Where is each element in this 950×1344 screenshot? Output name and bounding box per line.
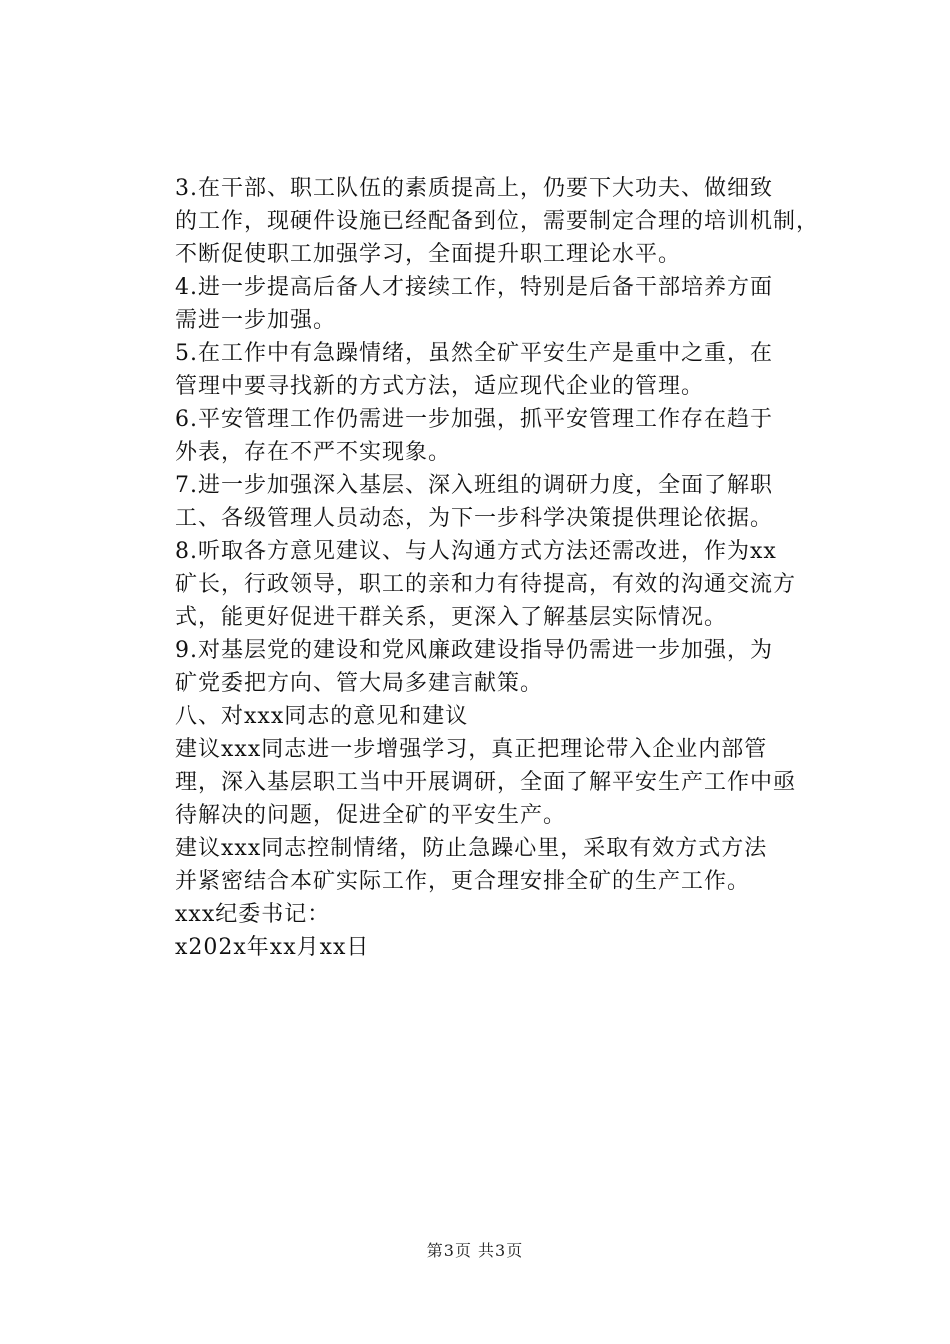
- paragraph-line: 的工作，现硬件设施已经配备到位，需要制定合理的培训机制，: [175, 209, 820, 234]
- suggestion-paragraph-2: [131, 832, 831, 898]
- paragraph-line: 需进一步加强。: [175, 308, 337, 333]
- paragraph-item-7: [131, 469, 831, 535]
- suggestion-paragraph-1: [131, 733, 831, 832]
- date-line: [131, 931, 831, 964]
- paragraph-line: 3.在干部、职工队伍的素质提高上，仍要下大功夫、做细致: [175, 176, 773, 201]
- paragraph-line: 管理中要寻找新的方式方法，适应现代企业的管理。: [175, 374, 705, 399]
- paragraph-line: 6.平安管理工作仍需进一步加强，抓平安管理工作存在趋于: [175, 407, 773, 432]
- paragraph-item-4: [131, 271, 831, 337]
- paragraph-line: 并紧密结合本矿实际工作，更合理安排全矿的生产工作。: [175, 869, 751, 894]
- paragraph-line: 4.进一步提高后备人才接续工作，特别是后备干部培养方面: [175, 275, 773, 300]
- paragraph-line: 待解决的问题，促进全矿的平安生产。: [175, 803, 567, 828]
- page-footer: [0, 1241, 950, 1261]
- paragraph-line: 不断促使职工加强学习，全面提升职工理论水平。: [175, 242, 682, 267]
- paragraph-item-3: [131, 172, 831, 271]
- paragraph-line: 式，能更好促进干群关系，更深入了解基层实际情况。: [175, 605, 728, 630]
- paragraph-item-6: [131, 403, 831, 469]
- section-heading-text: 八、对xxx同志的意见和建议: [175, 704, 469, 729]
- paragraph-line: 建议xxx同志进一步增强学习，真正把理论带入企业内部管: [175, 737, 768, 762]
- paragraph-item-9: [131, 634, 831, 700]
- paragraph-line: 工、各级管理人员动态，为下一步科学决策提供理论依据。: [175, 506, 774, 531]
- paragraph-item-8: [131, 535, 831, 634]
- date-text: x202x年xx月xx日: [175, 935, 370, 960]
- signature-line: [131, 898, 831, 931]
- paragraph-line: 8.听取各方意见建议、与人沟通方式方法还需改进，作为xx: [175, 539, 777, 564]
- paragraph-line: 9.对基层党的建设和党风廉政建设指导仍需进一步加强，为: [175, 638, 773, 663]
- paragraph-line: 矿长，行政领导，职工的亲和力有待提高，有效的沟通交流方: [175, 572, 797, 597]
- paragraph-line: 外表，存在不严不实现象。: [175, 440, 452, 465]
- document-body: [131, 172, 831, 964]
- signature-text: xxx纪委书记：: [175, 902, 331, 927]
- paragraph-line: 建议xxx同志控制情绪，防止急躁心里，采取有效方式方法: [175, 836, 768, 861]
- paragraph-line: 理，深入基层职工当中开展调研，全面了解平安生产工作中亟: [175, 770, 797, 795]
- paragraph-line: 7.进一步加强深入基层、深入班组的调研力度，全面了解职: [175, 473, 773, 498]
- paragraph-line: 5.在工作中有急躁情绪，虽然全矿平安生产是重中之重，在: [175, 341, 773, 366]
- paragraph-item-5: [131, 337, 831, 403]
- page-number-label: 第3页 共3页: [426, 1241, 524, 1260]
- section-heading: [131, 700, 831, 733]
- paragraph-line: 矿党委把方向、管大局多建言献策。: [175, 671, 544, 696]
